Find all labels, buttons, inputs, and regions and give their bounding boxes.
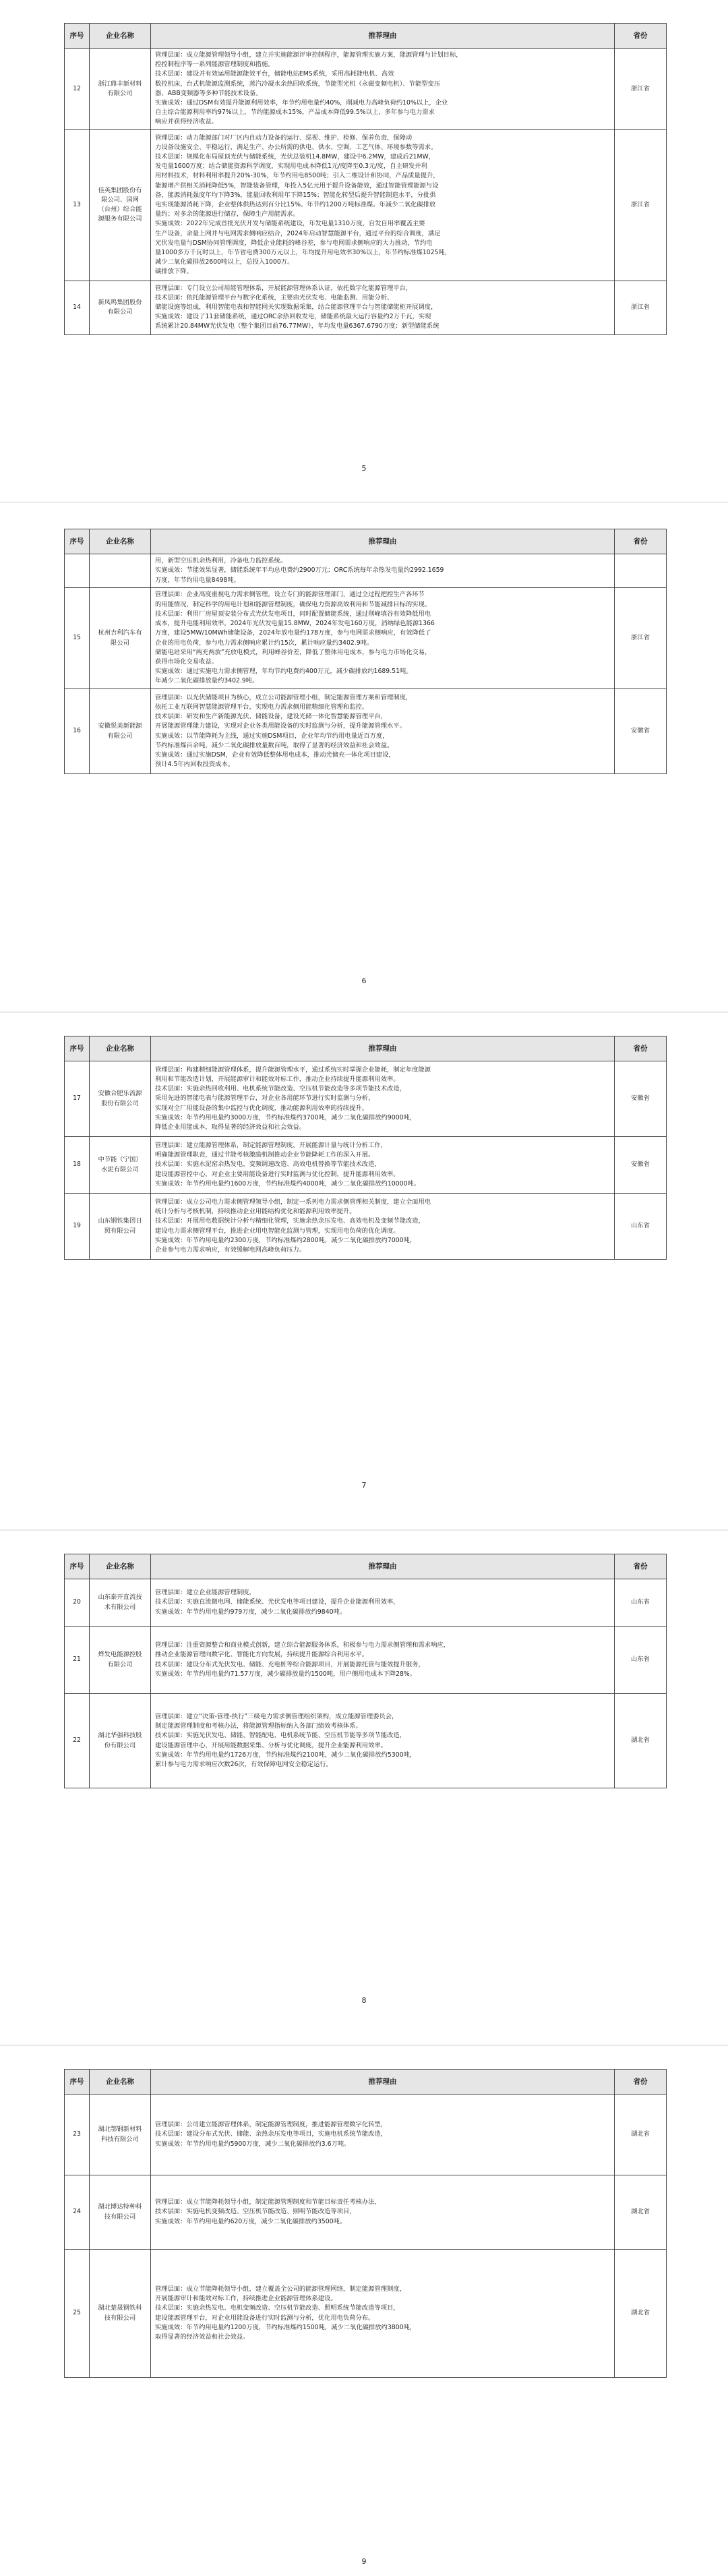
table-row bbox=[65, 554, 667, 588]
reason-cell bbox=[151, 689, 615, 774]
recommendation-table-page-1 bbox=[64, 23, 667, 335]
header-province: 省份 bbox=[615, 529, 667, 554]
reason-line: 实施成效：通过实施电力需求侧管理，年均节约电费约400万元，减少碳排放约1689.51吨。 bbox=[155, 668, 413, 676]
header-num: 序号 bbox=[65, 529, 90, 554]
reason-line: 制定能源管理制度和考核办法，将能源管理指标纳入各部门绩效考核体系。 bbox=[155, 1722, 362, 1730]
reason-line: 管理层面：成立公司电力需求侧管理领导小组，制定一系列电力需求侧管理相关制度，建立全面用电 bbox=[155, 1198, 431, 1206]
reason-line: 自主综合能源利用率约97%以上，节约能源成本15%，产品成本降低99.5%以上，多年参与电力需求 bbox=[155, 109, 435, 117]
header-reason: 推荐理由 bbox=[151, 1554, 615, 1579]
table-row bbox=[65, 1694, 667, 1788]
reason-line: 实施成效：年节约用电量约2300万度，节约标准煤约2800吨，减少二氧化碳排放约7000吨， bbox=[155, 1236, 417, 1244]
reason-line: 管理层面：建立“决策-管理-执行”三级电力需求侧管理组织架构，成立能源管理委员会， bbox=[155, 1712, 398, 1720]
company-name: 安徽合肥乐流源股份有限公司 bbox=[90, 1061, 151, 1137]
table-header-row bbox=[65, 24, 667, 49]
reason-cell bbox=[151, 281, 615, 334]
row-num: 15 bbox=[65, 588, 90, 689]
reason-line: 用，新型空压机余热利用，冷备电力监控系统。 bbox=[155, 557, 287, 565]
province-cell: 浙江省 bbox=[615, 588, 667, 689]
page-number: 5 bbox=[361, 464, 367, 473]
reason-line: 技术层面：实施余热回收利用、电机系统节能改造、空压机节能改造等多项节能技术改造， bbox=[155, 1085, 406, 1093]
reason-line: 发电量1600万度；结合储能资源科学调度，实现用电成本降低1元/度降至0.3元/度，自主研发并利 bbox=[155, 163, 427, 171]
reason-line: 管理层面：建立企业能源管理制度， bbox=[155, 1589, 255, 1597]
reason-line: 明确能源管理职责，通过节能考核激励机制推动企业节能降耗工作的深入开展。 bbox=[155, 1151, 375, 1159]
reason-line: 管理层面：以光伏储能项目为核心，成立公司能源管理小组，制定能源管理方案和管理制度， bbox=[155, 693, 413, 701]
company-name: 湖北博达特种科技有限公司 bbox=[90, 2175, 151, 2250]
table-row bbox=[65, 2095, 667, 2175]
row-num: 14 bbox=[65, 281, 90, 334]
header-company: 企业名称 bbox=[90, 1554, 151, 1579]
reason-line: 管理层面：企业高度重视电力需求侧管理，设立专门的能源管理部门，通过全过程把控生产各环节 bbox=[155, 591, 425, 599]
company-name: 浙江鼎丰新材料有限公司 bbox=[90, 49, 151, 130]
reason-line: 管理层面：公司建立能源管理体系，制定能源管理制度，推进能源管理数字化转型， bbox=[155, 2121, 387, 2129]
reason-line: 万度，年节约用电量8498吨。 bbox=[155, 576, 240, 584]
table-row bbox=[65, 49, 667, 130]
reason-line: 取得显著的经济效益和社会效益。 bbox=[155, 2333, 249, 2341]
reason-line: 数控机床，台式机能源监测系统，蒸汽冷凝水余热回收系统，节能型光机（永磁变频电机）、节能型变压 bbox=[155, 80, 441, 88]
row-num: 22 bbox=[65, 1694, 90, 1788]
table-row bbox=[65, 1194, 667, 1260]
reason-line: 系统累计20.84MW光伏发电（整个集团目前76.77MW），年均发电量6367.6790万度；新型储能系统 bbox=[155, 322, 439, 330]
province-cell: 安徽省 bbox=[615, 1137, 667, 1194]
company-name: 山东钢铁集团日照有限公司 bbox=[90, 1194, 151, 1260]
reason-line: 实施成效：节能效果显著，储能系统年平均总电费约2900万元；ORC系统每年余热发电量约2992.1659 bbox=[155, 566, 444, 575]
table-row bbox=[65, 689, 667, 774]
company-name: 湖北鄂钢新材料科技有限公司 bbox=[90, 2095, 151, 2175]
company-name: 中节能（宁国）水泥有限公司 bbox=[90, 1137, 151, 1194]
header-num: 序号 bbox=[65, 2070, 90, 2095]
reason-line: 力设备设施安全、平稳运行，满足生产、办公所需的供电、供水、空调、工艺气体、环境参数等需求。 bbox=[155, 143, 437, 151]
row-num: 12 bbox=[65, 49, 90, 130]
reason-line: 万度，建设5MW/10MWh储能设备，2024年放电量约178万度，参与电网需求侧响应，有效降低了 bbox=[155, 629, 431, 637]
reason-line: 管理层面：动力能源部门对厂区内自动力设备的运行、巡视、维护、检修、保养负责，保障动 bbox=[155, 134, 413, 142]
reason-line: 实施成效：通过DSM有效提升能源利用效率，年节约用电量约40%，削减电力高峰负荷约10%以上，企业 bbox=[155, 99, 448, 107]
table-header-row bbox=[65, 1036, 667, 1061]
reason-line: 实施成效：年节约用电量约1200万度，节约标准煤约1500吨，减少二氧化碳排放约3800吨， bbox=[155, 2323, 417, 2331]
reason-line: 备，能源消耗强度年均下降3%，能量回收利用年下降15%；智能化转型后提升智能制造水平，分批供 bbox=[155, 191, 436, 199]
page-number: 6 bbox=[361, 976, 367, 985]
row-num: 20 bbox=[65, 1579, 90, 1627]
page-number: 7 bbox=[361, 1481, 367, 1490]
page-divider bbox=[0, 1012, 728, 1013]
header-company: 企业名称 bbox=[90, 529, 151, 554]
reason-line: 统计分析与考核机制，持续推动企业用能结构优化和能源利用效率提升。 bbox=[155, 1208, 356, 1216]
reason-line: 累计参与电力需求响应次数26次，有效保障电网安全稳定运行。 bbox=[155, 1760, 332, 1768]
reason-line: 技术层面：利用厂房屋顶安装分布式光伏发电项目，同时配置储能系统，通过削峰填谷有效降低用电 bbox=[155, 610, 431, 618]
row-num: 13 bbox=[65, 129, 90, 281]
reason-cell bbox=[151, 1194, 615, 1260]
header-province: 省份 bbox=[615, 2070, 667, 2095]
reason-line: 管理层面：构建精细能源管理体系，提升能源管理水平，通过系统实时掌握企业能耗，制定年度能源 bbox=[155, 1065, 431, 1074]
header-reason: 推荐理由 bbox=[151, 2070, 615, 2095]
row-num: 16 bbox=[65, 689, 90, 774]
company-name: 湖北华强科技股份有限公司 bbox=[90, 1694, 151, 1788]
reason-line: 技术层面：实施余热发电、电机变频改造、空压机节能改造、照明系统节能改造等项目， bbox=[155, 2304, 400, 2312]
recommendation-table-page-5 bbox=[64, 2069, 667, 2378]
reason-line: 响应并获得经济收益。 bbox=[155, 118, 218, 126]
reason-line: 生产设备，余量上网并与电网需求侧响应结合，2024年启动智慧能源平台，通过平台的综合调度，满足 bbox=[155, 229, 441, 237]
reason-line: 技术层面：研发和生产新能源光伏、储能设备，建设光储一体化智慧能源管理平台， bbox=[155, 713, 387, 721]
reason-line: 实施成效：年节约用电量约1726万度，节约标准煤约2100吨，减少二氧化碳排放约5300吨， bbox=[155, 1751, 417, 1759]
reason-cell bbox=[151, 1694, 615, 1788]
province-cell bbox=[615, 554, 667, 588]
document-page-4 bbox=[0, 1540, 728, 2045]
province-cell: 浙江省 bbox=[615, 129, 667, 281]
company-name: 烨发电能源控股有限公司 bbox=[90, 1627, 151, 1694]
row-num: 25 bbox=[65, 2250, 90, 2378]
reason-line: 开展能源审计和能效对标工作，持续推进企业能源管理体系建设。 bbox=[155, 2295, 337, 2303]
table-row bbox=[65, 129, 667, 281]
row-num: 18 bbox=[65, 1137, 90, 1194]
reason-cell bbox=[151, 129, 615, 281]
table-row bbox=[65, 1061, 667, 1137]
reason-line: 技术层面：建设分布式光伏、储能、余热余压发电等项目，实施电机系统节能改造， bbox=[155, 2130, 387, 2138]
province-cell: 湖北省 bbox=[615, 2250, 667, 2378]
table-header-row bbox=[65, 1554, 667, 1579]
province-cell: 湖北省 bbox=[615, 2175, 667, 2250]
company-name bbox=[90, 554, 151, 588]
reason-cell bbox=[151, 49, 615, 130]
header-num: 序号 bbox=[65, 1554, 90, 1579]
reason-line: 预计4.5年内回收投资成本。 bbox=[155, 761, 235, 769]
page-number: 8 bbox=[361, 1996, 367, 2005]
recommendation-table-page-2 bbox=[64, 529, 667, 774]
page-number: 9 bbox=[361, 2557, 367, 2566]
reason-line: 实施成效：年节约用电量约1600万度，节约标准煤约4000吨，减少二氧化碳排放约10000吨。 bbox=[155, 1179, 420, 1188]
header-num: 序号 bbox=[65, 24, 90, 49]
table-row bbox=[65, 588, 667, 689]
reason-line: 实施成效：年节约用电量约979万度，减少二氧化碳排放约9840吨。 bbox=[155, 1608, 346, 1616]
province-cell: 山东省 bbox=[615, 1579, 667, 1627]
reason-line: 降低企业用能成本，取得显著的经济效益和社会效益。 bbox=[155, 1123, 306, 1131]
reason-line: 企业参与电力需求响应，有效缓解电网高峰负荷压力。 bbox=[155, 1246, 306, 1254]
document-page-1 bbox=[0, 0, 728, 502]
reason-cell bbox=[151, 554, 615, 588]
company-name: 湖北楚晟钢铁科技有限公司 bbox=[90, 2250, 151, 2378]
reason-line: 推动企业能源管理向数字化、智能化方向发展，持续提升能源综合利用水平。 bbox=[155, 1651, 369, 1659]
recommendation-table-page-4 bbox=[64, 1554, 667, 1788]
table-row bbox=[65, 281, 667, 334]
province-cell: 山东省 bbox=[615, 1627, 667, 1694]
row-num bbox=[65, 554, 90, 588]
reason-cell bbox=[151, 1137, 615, 1194]
reason-line: 实施成效：通过实施DSM，企业有效降低整体用电成本，推动光储充一体化项目建设， bbox=[155, 751, 395, 759]
reason-line: 实施成效：建设了11套储能系统，通过ORC余热回收发电，储能系统最大运行容量约2万千瓦，实现 bbox=[155, 313, 431, 321]
reason-line: 技术层面：规模化布局屋顶光伏与储能系统，光伏总装机14.8MW，建设中6.2MW，建成后21MW， bbox=[155, 153, 435, 160]
table-row bbox=[65, 1627, 667, 1694]
reason-line: 建设能源管理平台，对企业用能设备进行实时监测与分析，优化用电负荷分布。 bbox=[155, 2314, 375, 2322]
reason-line: 管理层面：建立能源管理体系，制定能源管理制度，开展能源计量与统计分析工作， bbox=[155, 1141, 387, 1149]
header-company: 企业名称 bbox=[90, 24, 151, 49]
reason-line: 技术层面：建设并有效运用能源能效平台，储能电站EMS系统，采用高耗能电机、高效 bbox=[155, 70, 394, 78]
reason-line: 技术层面：依托能源管理平台与数字化系统，主要由光伏发电、电能监测、用能分析、 bbox=[155, 293, 394, 301]
row-num: 24 bbox=[65, 2175, 90, 2250]
reason-line: 开展能源管理能力建设，实现对企业各类用能设备的实时监测与分析，提升能源管理水平。 bbox=[155, 722, 406, 730]
reason-line: 量约；对多余的能源进行储存，保障生产用能需求。 bbox=[155, 210, 299, 218]
reason-line: 量1000多万千瓦时以上，年节省电费300万元以上，年均提升用电效率30%以上，年节约标准煤1025吨， bbox=[155, 249, 452, 257]
header-reason: 推荐理由 bbox=[151, 24, 615, 49]
reason-line: 技术层面：实施电机变频改造、空压机节能改造、照明节能改造等项目， bbox=[155, 2208, 356, 2216]
row-num: 17 bbox=[65, 1061, 90, 1137]
header-num: 序号 bbox=[65, 1036, 90, 1061]
table-header-row bbox=[65, 2070, 667, 2095]
header-province: 省份 bbox=[615, 1036, 667, 1061]
reason-cell bbox=[151, 588, 615, 689]
reason-line: 器、ABB变频器等多种节能技术设备。 bbox=[155, 89, 262, 97]
company-name: 新凤鸣集团股份有限公司 bbox=[90, 281, 151, 334]
reason-line: 光伏发电量与DSM协同管理调度，降低企业能耗的峰谷差，参与电网需求侧响应的大力推动，节约电 bbox=[155, 239, 433, 247]
reason-cell bbox=[151, 1627, 615, 1694]
reason-line: 实施成效：年节约用电量约71.57万度，减少碳排放量约1500吨，用户侧用电成本下降28%。 bbox=[155, 1670, 417, 1678]
reason-line: 采用先进的智能电表与能源管理平台，对企业各用能环节进行实时监测与分析， bbox=[155, 1094, 375, 1103]
reason-line: 节约标准煤百余吨，减少二氧化碳排放量数百吨，取得了显著的经济效益和社会效益。 bbox=[155, 741, 394, 749]
reason-line: 依托工业互联网智慧能源管理平台，实现电力需求侧用能精细化管理和监控。 bbox=[155, 703, 369, 711]
header-reason: 推荐理由 bbox=[151, 529, 615, 554]
reason-cell bbox=[151, 1061, 615, 1137]
reason-cell bbox=[151, 2095, 615, 2175]
reason-line: 储能设施等组成，利用智能电表和智能网关实现数据采集，结合能源管理平台与智能储能柜开展调度， bbox=[155, 303, 437, 312]
reason-line: 技术层面：实施光伏发电、储能、智能配电、电机系统节能、空压机节能等多项节能改造， bbox=[155, 1732, 406, 1740]
reason-line: 企业的用电负荷，参与电力需求侧响应累计约15次，累计响应量约3402.9吨。 bbox=[155, 639, 373, 647]
reason-line: 管理层面：成立节能降耗领导小组，制定能源管理制度和节能目标责任考核办法， bbox=[155, 2198, 381, 2206]
reason-line: 技术层面：建设分布式光伏发电、储能、充电桩等综合能源项目，开展能源托管与能效提升服务， bbox=[155, 1660, 425, 1668]
table-row bbox=[65, 2250, 667, 2378]
reason-line: 建设能源管理中心，开展用能数据采集、分析与优化调度，提升企业能源利用效率。 bbox=[155, 1741, 387, 1749]
row-num: 23 bbox=[65, 2095, 90, 2175]
reason-line: 实施成效：年节约用电量约3000万度，节约标准煤约3700吨，减少二氧化碳排放约9000吨， bbox=[155, 1113, 417, 1121]
reason-line: 电实现能源消耗下降，企业整体供热达到百分比15%。年节约1200万吨标准煤。年减少二氧化碳排放 bbox=[155, 201, 436, 209]
province-cell: 山东省 bbox=[615, 1194, 667, 1260]
reason-line: 的用能情况，制定科学的用电计划和能源管理制度，确保电力资源高效利用和节能减排目标的实现。 bbox=[155, 600, 431, 608]
province-cell: 安徽省 bbox=[615, 689, 667, 774]
page-divider bbox=[0, 502, 728, 503]
reason-line: 成本，提升电能利用效率。2024年光伏发电量15.8MW，2024年发电160万度，消纳绿色能源1366 bbox=[155, 620, 435, 628]
reason-cell bbox=[151, 2250, 615, 2378]
document-page-3 bbox=[0, 1022, 728, 1529]
reason-line: 获得市场化交易收益。 bbox=[155, 657, 218, 666]
row-num: 19 bbox=[65, 1194, 90, 1260]
reason-line: 实施成效：年节约用电量约620万度，减少二氧化碳排放约3500吨。 bbox=[155, 2217, 346, 2225]
reason-line: 年减少二氧化碳排放量约3402.9吨。 bbox=[155, 677, 259, 685]
recommendation-table-page-3 bbox=[64, 1036, 667, 1260]
table-row bbox=[65, 1579, 667, 1627]
reason-line: 用材料技术，材料利用率提升20%-30%，年节约用电8500吨；引入二维设计和协同，产品质量提升， bbox=[155, 172, 439, 180]
reason-line: 实施成效：年节约用电量约5900万度，减少二氧化碳排放约3.6万吨。 bbox=[155, 2140, 351, 2148]
province-cell: 湖北省 bbox=[615, 1694, 667, 1788]
header-province: 省份 bbox=[615, 24, 667, 49]
province-cell: 湖北省 bbox=[615, 2095, 667, 2175]
company-name: 佳英集团股份有限公司、国网（台州）综合能源服务有限公司 bbox=[90, 129, 151, 281]
reason-line: 碳排放下降。 bbox=[155, 268, 193, 276]
reason-line: 管理层面：专门设立公司用能管理体系，开展能源管理体系认证，依托数字化能源管理平台， bbox=[155, 284, 413, 292]
header-company: 企业名称 bbox=[90, 2070, 151, 2095]
header-province: 省份 bbox=[615, 1554, 667, 1579]
reason-line: 实施成效：2022年完成首批光伏开发与储能系统建设，年发电量1310万度，自发自用率覆盖主要 bbox=[155, 220, 425, 228]
company-name: 山东泰开直流技术有限公司 bbox=[90, 1579, 151, 1627]
reason-line: 减少二氧化碳排放2600吨以上，总投入1000万。 bbox=[155, 258, 294, 266]
reason-line: 技术层面：实施水泥窑余热发电、变频调速改造、高效电机替换等节能技术改造， bbox=[155, 1161, 381, 1169]
reason-line: 控控制程序等一系列能源管理制度和措施。 bbox=[155, 61, 274, 69]
header-company: 企业名称 bbox=[90, 1036, 151, 1061]
reason-line: 管理层面：成立节能降耗领导小组，建立覆盖全公司的能源管理网络，制定能源管理制度， bbox=[155, 2285, 406, 2293]
reason-line: 管理层面：注重资源整合和商业模式创新，建立综合能源服务体系，积极参与电力需求侧管理和需求响应， bbox=[155, 1641, 450, 1649]
table-header-row bbox=[65, 529, 667, 554]
reason-cell bbox=[151, 1579, 615, 1627]
reason-line: 管理层面：成立能源管理领导小组，建立并实施能源评审控制程序，能源管理实施方案，能源管理与计划目标， bbox=[155, 51, 462, 59]
reason-line: 利用和节能改造计划，开展能源审计和能效对标工作，推动企业持续提升能源利用效率。 bbox=[155, 1075, 400, 1083]
reason-line: 实现对全厂用能设备的集中监控与优化调度，推动能源利用效率的持续提升。 bbox=[155, 1104, 369, 1112]
reason-line: 建设电力需求侧管理平台，推进企业用电智能化监测与管理，实现用电负荷的优化调度。 bbox=[155, 1227, 400, 1235]
document-page-5 bbox=[0, 2055, 728, 2576]
header-reason: 推荐理由 bbox=[151, 1036, 615, 1061]
document-page-2 bbox=[0, 513, 728, 1012]
reason-line: 技术层面：实施直流微电网、储能系统、光伏发电等项目建设，提升企业能源利用效率， bbox=[155, 1598, 400, 1606]
reason-line: 实施成效：以节能降耗为主线，通过实施DSM项目，企业年均节约用电量近百万度， bbox=[155, 732, 389, 740]
province-cell: 安徽省 bbox=[615, 1061, 667, 1137]
province-cell: 浙江省 bbox=[615, 49, 667, 130]
row-num: 21 bbox=[65, 1627, 90, 1694]
page-divider bbox=[0, 1529, 728, 1531]
reason-line: 能源增产供相关消耗降低5%，智能装备管理，年投入5亿元用于提升设备能效，通过智能管理能源与设 bbox=[155, 181, 439, 189]
page-divider bbox=[0, 2045, 728, 2046]
reason-cell bbox=[151, 2175, 615, 2250]
province-cell: 浙江省 bbox=[615, 281, 667, 334]
reason-line: 建设能源管控中心，对企业主要用能设备进行实时监测与优化控制，提升能源利用效率。 bbox=[155, 1170, 400, 1178]
company-name: 杭州吉利汽车有限公司 bbox=[90, 588, 151, 689]
table-row bbox=[65, 2175, 667, 2250]
company-name: 安徽悦美新能源有限公司 bbox=[90, 689, 151, 774]
reason-line: 储能电站采用“两充两放”充放电模式，利用峰谷价差，降低了整体用电成本，参与电力市场化交易， bbox=[155, 648, 431, 656]
reason-line: 技术层面：开展用电数据统计分析与精细化管理，实施余热余压发电、高效电机及变频节能改造， bbox=[155, 1217, 425, 1225]
table-row bbox=[65, 1137, 667, 1194]
